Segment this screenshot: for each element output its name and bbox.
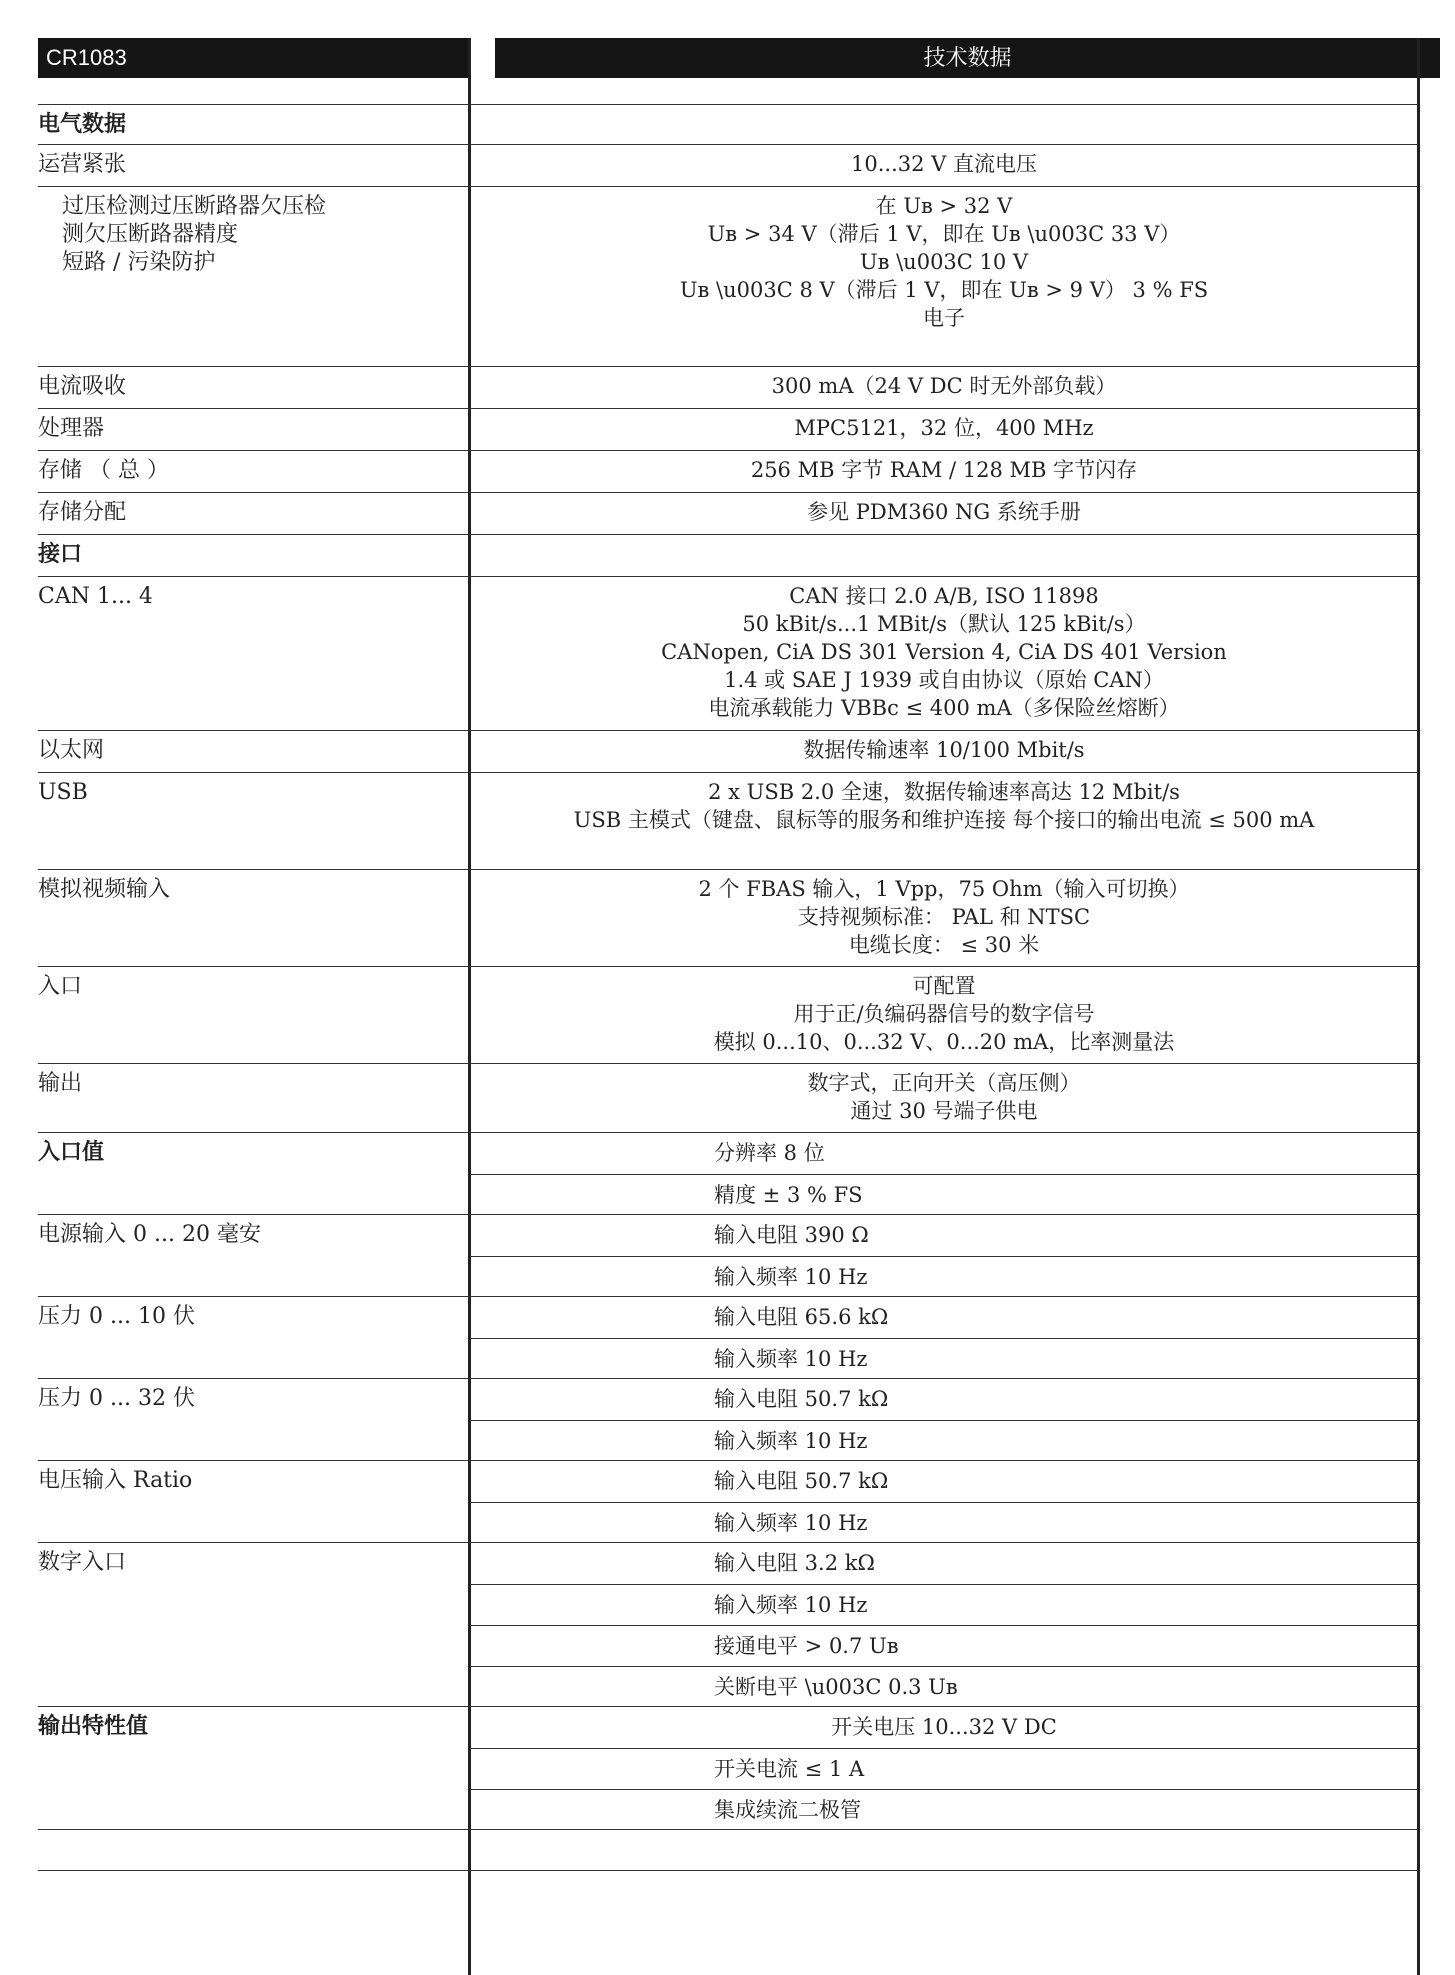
spec-value-line: 用于正/负编码器信号的数字信号 [793,1002,1095,1026]
spec-value-line: 2 个 FBAS 输入，1 Vpp，75 Ohm（输入可切换） [698,877,1190,901]
table-row [38,869,1418,966]
spec-value [470,493,1418,534]
table-row [38,104,1418,144]
spec-value [470,1064,1418,1132]
spec-value-line: CANopen, CiA DS 301 Version 4, CiA DS 401 Version [661,640,1227,664]
spec-value: 输入电阻 390 Ω [714,1223,869,1247]
spec-value [470,409,1418,450]
spec-value-line: 模拟 0...10、0...32 V、0...20 mA，比率测量法 [713,1030,1175,1054]
table-row [38,492,1418,534]
spec-value-group [470,1133,1418,1214]
spec-value-line: 数据传输速率 10/100 Mbit/s [803,738,1085,762]
table-row [38,534,1418,576]
spec-label: 电源输入 0 ... 20 毫安 [38,1222,261,1247]
spec-label: 输出 [38,1071,83,1096]
section-heading: 输出特性值 [38,1714,149,1739]
table-row [38,1460,1418,1542]
spec-value: 输入频率 10 Hz [470,1256,1418,1297]
spec-value [470,773,1418,869]
spec-label: 存储分配 [38,500,127,525]
spec-label: 存储 （ 总 ） [38,458,169,483]
table-row [38,966,1418,1063]
spec-label: 入口 [38,974,83,999]
spec-label: CAN 1... 4 [38,584,153,609]
table-row [38,450,1418,492]
spec-label: 数字入口 [38,1550,127,1575]
spec-label: 处理器 [38,416,105,441]
spec-value-group [470,1707,1418,1829]
section-heading: 电气数据 [38,112,127,137]
spec-value-group [470,1379,1418,1460]
spec-value: 关断电平 \u003C 0.3 Uʙ [470,1666,1418,1707]
spec-value: 分辨率 8 位 [714,1141,825,1165]
spec-value: 输入电阻 65.6 kΩ [714,1305,889,1329]
spec-value-line: 50 kBit/s...1 MBit/s（默认 125 kBit/s） [742,612,1146,636]
spec-value-line: 可配置 [912,974,976,998]
table-row [38,1296,1418,1378]
spec-value: 接通电平 > 0.7 Uʙ [470,1625,1418,1666]
spec-label: 以太网 [38,738,105,763]
section-heading: 接口 [38,542,83,567]
table-row [38,186,1418,366]
spec-label: 电流吸收 [38,374,127,399]
spec-value-line: 1.4 或 SAE J 1939 或自由协议（原始 CAN） [724,668,1164,692]
table-row [38,1132,1418,1214]
spec-value-line: 电流承载能力 VBBc ≤ 400 mA（多保险丝熔断） [708,696,1180,720]
spec-value-line: 通过 30 号端子供电 [850,1099,1038,1123]
spec-value-line: CAN 接口 2.0 A/B, ISO 11898 [789,584,1099,608]
spec-label: 压力 0 ... 32 伏 [38,1386,195,1411]
spec-value-line: 10...32 V 直流电压 [851,152,1037,176]
spec-value: 集成续流二极管 [470,1789,1418,1830]
spec-value-line: 在 Uʙ > 32 V [875,194,1013,218]
table-row [38,730,1418,772]
spec-label: 压力 0 ... 10 伏 [38,1304,195,1329]
spec-value [470,967,1418,1063]
spec-label: USB [38,780,88,805]
spec-value: 输入频率 10 Hz [470,1502,1418,1543]
spec-value-line: USB 主模式（键盘、鼠标等的服务和维护连接 每个接口的输出电流 ≤ 500 mA [573,808,1315,832]
spec-value-group [470,1215,1418,1296]
table-row [38,1829,1418,1871]
model-header: CR1083 [38,38,468,78]
spec-value [470,145,1418,186]
table-row [38,366,1418,408]
spec-value [470,367,1418,408]
spec-value: 开关电压 10...32 V DC [831,1715,1057,1739]
spec-table [38,104,1418,1871]
spec-value: 精度 ± 3 % FS [470,1174,1418,1215]
spec-value: 输入电阻 50.7 kΩ [714,1469,889,1493]
spec-value-group [470,1297,1418,1378]
spec-label: 电压输入 Ratio [38,1468,193,1493]
spec-value [470,731,1418,772]
spec-value-line: Uʙ \u003C 10 V [859,250,1029,274]
spec-value-line: MPC5121，32 位，400 MHz [794,416,1094,440]
spec-value [470,451,1418,492]
section-heading: 入口值 [38,1140,105,1165]
spec-value-line: 支持视频标准： PAL 和 NTSC [797,905,1091,929]
table-row [38,144,1418,186]
spec-value [470,870,1418,966]
table-row [38,1542,1418,1706]
spec-value-line: 参见 PDM360 NG 系统手册 [807,500,1081,524]
section-title: 技术数据 [495,38,1440,78]
table-row [38,1214,1418,1296]
spec-value-line: 300 mA（24 V DC 时无外部负载） [771,374,1117,398]
spec-value-line: 电缆长度： ≤ 30 米 [848,933,1040,957]
spec-value-line: Uʙ > 34 V（滞后 1 V，即在 Uʙ \u003C 33 V） [707,222,1181,246]
table-row [38,1706,1418,1829]
spec-value [470,187,1418,366]
spec-value-group [470,1543,1418,1706]
table-row [38,576,1418,730]
spec-value-line: Uʙ \u003C 8 V（滞后 1 V，即在 Uʙ > 9 V） 3 % FS [679,278,1209,302]
spec-label: 模拟视频输入 [38,877,171,902]
spec-value-line: 电子 [923,306,965,330]
spec-value-line: 数字式，正向开关（高压侧） [807,1071,1081,1095]
spec-value [470,1830,1418,1870]
spec-value: 开关电流 ≤ 1 A [470,1748,1418,1789]
table-row [38,408,1418,450]
spec-value: 输入频率 10 Hz [470,1584,1418,1625]
spec-value [470,105,1418,144]
spec-label: 过压检测过压断路器欠压检 测欠压断路器精度 短路 / 污染防护 [62,194,327,275]
spec-value-line: 256 MB 字节 RAM / 128 MB 字节闪存 [750,458,1138,482]
spec-value-line: 2 x USB 2.0 全速，数据传输速率高达 12 Mbit/s [708,780,1180,804]
spec-value: 输入频率 10 Hz [470,1420,1418,1461]
spec-value: 输入频率 10 Hz [470,1338,1418,1379]
spec-label: 运营紧张 [38,152,127,177]
spec-value [470,535,1418,576]
spec-value: 输入电阻 50.7 kΩ [714,1387,889,1411]
spec-value [470,577,1418,730]
spec-value: 输入电阻 3.2 kΩ [714,1551,875,1575]
table-row [38,772,1418,869]
table-row [38,1378,1418,1460]
spec-label [38,1830,470,1870]
spec-value-group [470,1461,1418,1542]
table-row [38,1063,1418,1132]
